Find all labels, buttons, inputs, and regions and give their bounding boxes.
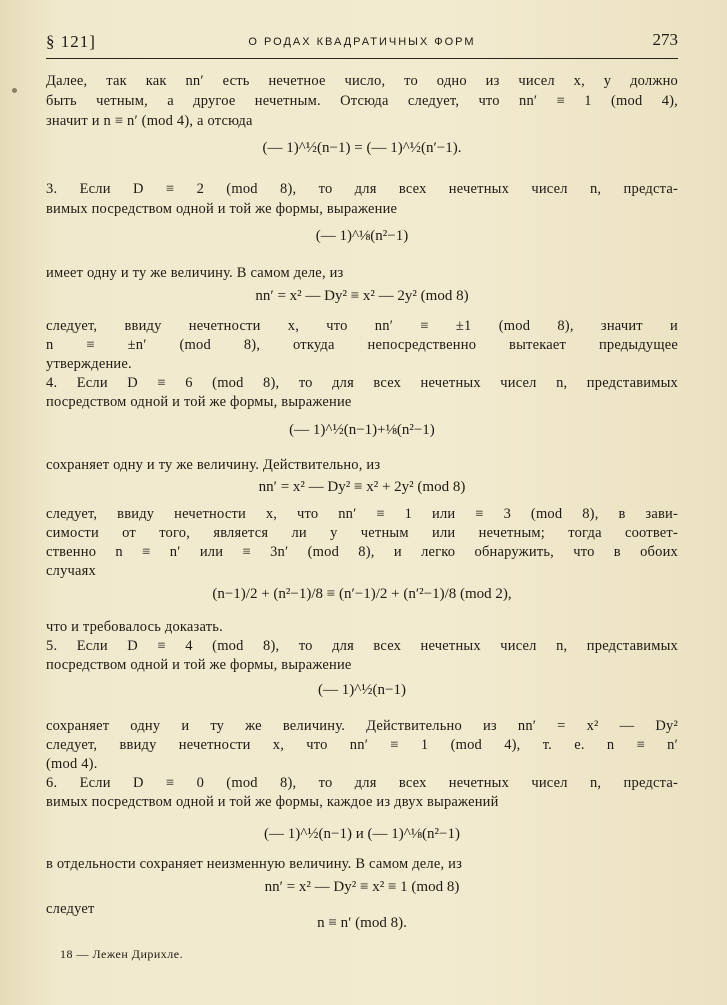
text-line: Далее, так как nn′ есть нечетное число, то одно из чисел x, y должно [46,73,678,89]
text-line: ственно n ≡ n′ или ≡ 3n′ (mod 8), и легко обнаружить, что в обоих [46,544,678,560]
formula-6: (n−1)/2 + (n²−1)/8 ≡ (n′−1)/2 + (n′²−1)/8 (mod 2), [212,586,512,602]
signature-footer: 18 — Лежен Дирихле. [60,947,184,961]
text-line: симости от того, является ли y четным или нечетным; тогда соответ- [46,525,678,541]
text-line: в отдельности сохраняет неизменную величину. В самом деле, из [46,856,463,872]
formula-5: nn′ = x² — Dy² ≡ x² + 2y² (mod 8) [258,479,466,495]
text-line: следует, ввиду нечетности x, что nn′ ≡ 1 или ≡ 3 (mod 8), в зави- [46,506,678,522]
text-line: следует, ввиду нечетности x, что nn′ ≡ 1 (mod 4), т. е. n ≡ n′ [46,737,678,753]
page-number: 273 [652,30,678,49]
running-header [46,30,678,56]
formula-2: (— 1)^⅛(n²−1) [315,228,409,244]
text-line: вимых посредством одной и той же формы, каждое из двух выражений [46,794,499,810]
running-title: О РОДАХ КВАДРАТИЧНЫХ ФОРМ [248,36,476,48]
text-line: значит и n ≡ n′ (mod 4), а отсюда [46,113,253,129]
text-line: что и требовалось доказать. [46,619,223,635]
page-blemish [12,88,17,93]
text-line: следует [46,901,95,917]
text-line: случаях [46,563,96,579]
text-line: 5. Если D ≡ 4 (mod 8), то для всех нечетных чисел n, представимых [46,638,678,654]
section-number: § 121] [46,32,96,51]
header-rule [46,58,678,59]
text-line: быть четным, а другое нечетным. Отсюда следует, что nn′ ≡ 1 (mod 4), [46,93,678,109]
text-line: 3. Если D ≡ 2 (mod 8), то для всех нечетных чисел n, предста- [46,181,678,197]
formula-10: n ≡ n′ (mod 8). [317,915,407,931]
text-line: 6. Если D ≡ 0 (mod 8), то для всех нечетных чисел n, предста- [46,775,678,791]
text-line: 4. Если D ≡ 6 (mod 8), то для всех нечетных чисел n, представимых [46,375,678,391]
text-line: вимых посредством одной и той же формы, выражение [46,201,398,217]
text-line: посредством одной и той же формы, выражение [46,657,352,673]
formula-7: (— 1)^½(n−1) [318,682,406,698]
formula-8: (— 1)^½(n−1) и (— 1)^⅛(n²−1) [264,826,460,842]
text-line: утверждение. [46,356,132,372]
formula-1: (— 1)^½(n−1) = (— 1)^½(n′−1). [262,140,462,156]
formula-3: nn′ = x² — Dy² ≡ x² — 2y² (mod 8) [255,288,469,304]
formula-4: (— 1)^½(n−1)+⅛(n²−1) [289,422,435,438]
text-line: сохраняет одну и ту же величину. Действительно, из [46,457,381,473]
text-line: следует, ввиду нечетности x, что nn′ ≡ ±1 (mod 8), значит и [46,318,678,334]
formula-9: nn′ = x² — Dy² ≡ x² ≡ 1 (mod 8) [264,879,460,895]
text-line: сохраняет одну и ту же величину. Действительно из nn′ = x² — Dy² [46,718,678,734]
text-line: (mod 4). [46,756,98,772]
text-line: посредством одной и той же формы, выражение [46,394,352,410]
text-line: n ≡ ±n′ (mod 8), откуда непосредственно вытекает предыдущее [46,337,678,353]
text-line: имеет одну и ту же величину. В самом деле, из [46,265,344,281]
